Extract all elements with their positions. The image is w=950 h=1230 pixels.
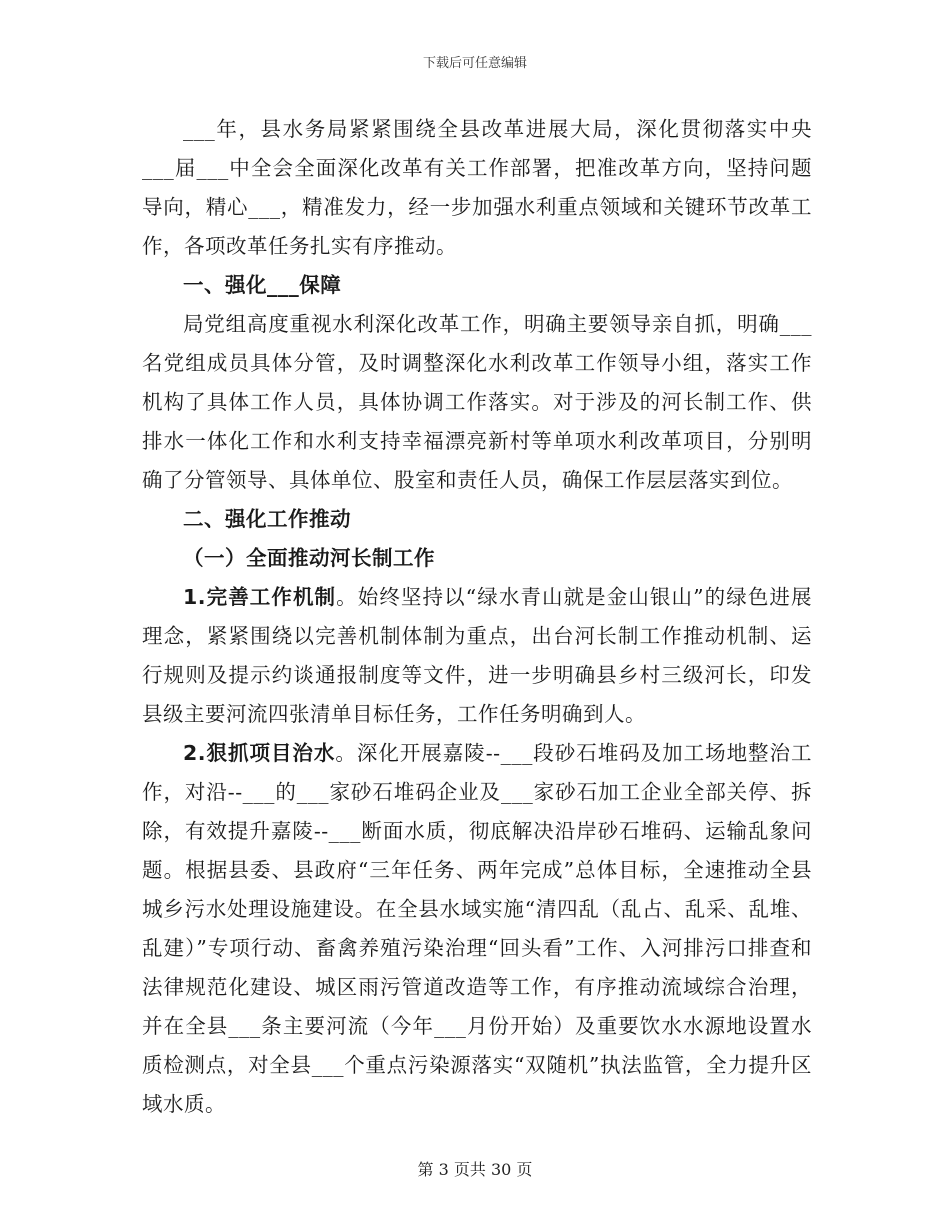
item-1-paragraph <box>142 578 812 734</box>
subsection-1-heading: （一）全面推动河长制工作 <box>183 546 435 570</box>
item-2-lead: 2.狠抓项目治水 <box>183 741 336 765</box>
item-1-body: 。始终坚持以“绿水青山就是金山银山”的绿色进展理念，紧紧围绕以完善机制体制为重点，出台河长制工作推动机制、运行规则及提示约谈通报制度等文件，进一步明确县乡村三级河长，印发县级主要河流四张清单目标任务，工作任务明确到人。 <box>142 585 812 726</box>
item-2-body: 。深化开展嘉陵--___段砂石堆码及加工场地整治工作，对沿--___的___家砂石堆码企业及___家砂石加工企业全部关停、拆除，有效提升嘉陵--___断面水质，彻底解决沿岸砂石堆码、运输乱象问题。根据县委、县政府“三年任务、两年完成”总体目标，全速推动全县城乡污水处理设施建设。在全县水域实施“清四乱（乱占、乱采、乱堆、乱建）”专项行动、畜禽养殖污染治理“回头看”工作、入河排污口排查和法律规范化建设、城区雨污管道改造等工作，有序推动流域综合治理，并在全县___条主要河流（今年___月份开始）及重要饮水水源地设置水质检测点，对全县___个重点污染源落实“双随机”执法监管，全力提升区域水质。 <box>142 741 812 1116</box>
section-1-heading: 一、强化___保障 <box>183 273 342 297</box>
section-1-paragraph: 局党组高度重视水利深化改革工作，明确主要领导亲自抓，明确___名党组成员具体分管，及时调整深化水利改革工作领导小组，落实工作机构了具体工作人员，具体协调工作落实。对于涉及的河长制工作、供排水一体化工作和水利支持幸福漂亮新村等单项水利改革项目，分别明确了分管领导、具体单位、股室和责任人员，确保工作层层落实到位。 <box>142 312 812 492</box>
document-body <box>142 110 812 1124</box>
section-2-heading: 二、强化工作推动 <box>183 507 351 531</box>
item-1-lead: 1.完善工作机制 <box>183 585 337 609</box>
page-footer: 第 3 页共 30 页 <box>417 1160 533 1179</box>
intro-paragraph: ___年，县水务局紧紧围绕全县改革进展大局，深化贯彻落实中央___届___中全会全面深化改革有关工作部署，把准改革方向，坚持问题导向，精心___，精准发力，经一步加强水利重点领域和关键环节改革工作，各项改革任务扎实有序推动。 <box>142 117 812 258</box>
item-2-paragraph <box>142 734 812 1124</box>
page-header: 下载后可任意编辑 <box>422 56 527 71</box>
